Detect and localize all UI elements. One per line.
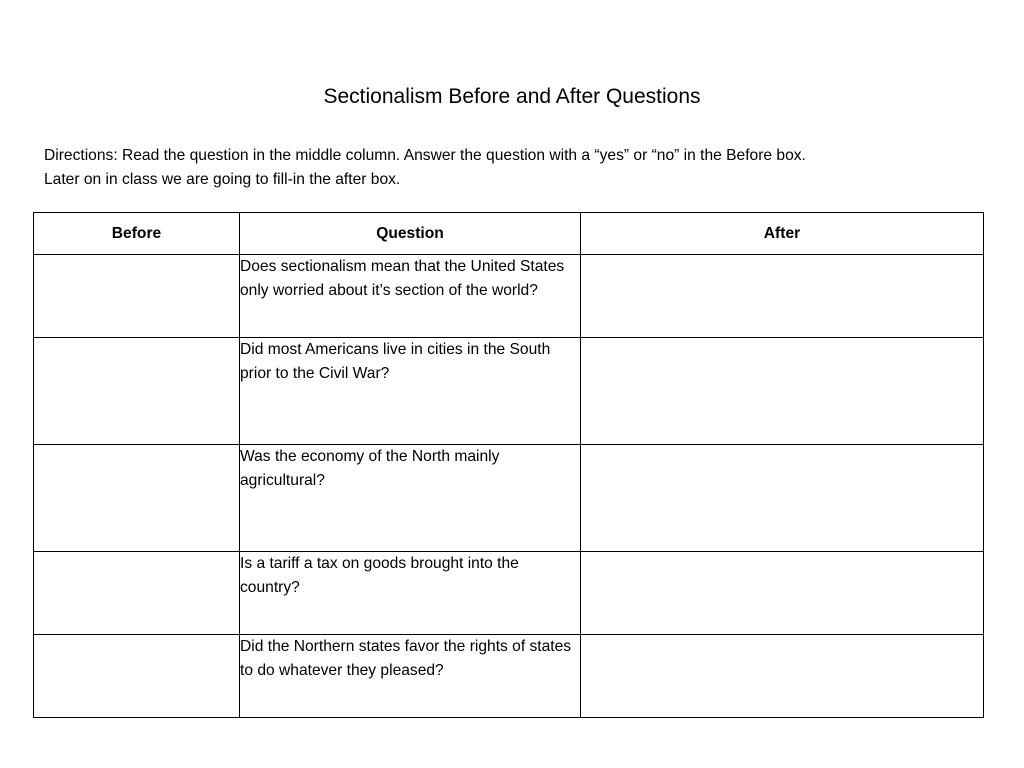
before-answer-box[interactable] xyxy=(34,338,240,445)
before-after-table xyxy=(33,212,984,718)
directions-line-2: Later on in class we are going to fill-in the after box. xyxy=(44,171,401,188)
question-text: Did most Americans live in cities in the South prior to the Civil War? xyxy=(240,338,581,445)
after-answer-box[interactable] xyxy=(581,255,984,338)
question-text: Was the economy of the North mainly agricultural? xyxy=(240,445,581,552)
before-header: Before xyxy=(34,213,240,255)
table-row xyxy=(34,635,984,718)
directions-line-1: Directions: Read the question in the middle column. Answer the question with a “yes” or “no” in the Before box. xyxy=(44,147,806,164)
page-title: Sectionalism Before and After Questions xyxy=(323,85,701,108)
question-header: Question xyxy=(240,213,581,255)
directions xyxy=(44,144,1004,192)
before-answer-box[interactable] xyxy=(34,445,240,552)
after-header: After xyxy=(581,213,984,255)
table-header-row xyxy=(34,213,984,255)
table-row xyxy=(34,552,984,635)
after-answer-box[interactable] xyxy=(581,445,984,552)
after-answer-box[interactable] xyxy=(581,552,984,635)
before-answer-box[interactable] xyxy=(34,635,240,718)
after-answer-box[interactable] xyxy=(581,635,984,718)
table-row xyxy=(34,255,984,338)
question-text: Did the Northern states favor the rights of states to do whatever they pleased? xyxy=(240,635,581,718)
before-answer-box[interactable] xyxy=(34,552,240,635)
table-row xyxy=(34,338,984,445)
before-answer-box[interactable] xyxy=(34,255,240,338)
table-row xyxy=(34,445,984,552)
question-text: Does sectionalism mean that the United States only worried about it’s section of the world? xyxy=(240,255,581,338)
question-text: Is a tariff a tax on goods brought into the country? xyxy=(240,552,581,635)
after-answer-box[interactable] xyxy=(581,338,984,445)
